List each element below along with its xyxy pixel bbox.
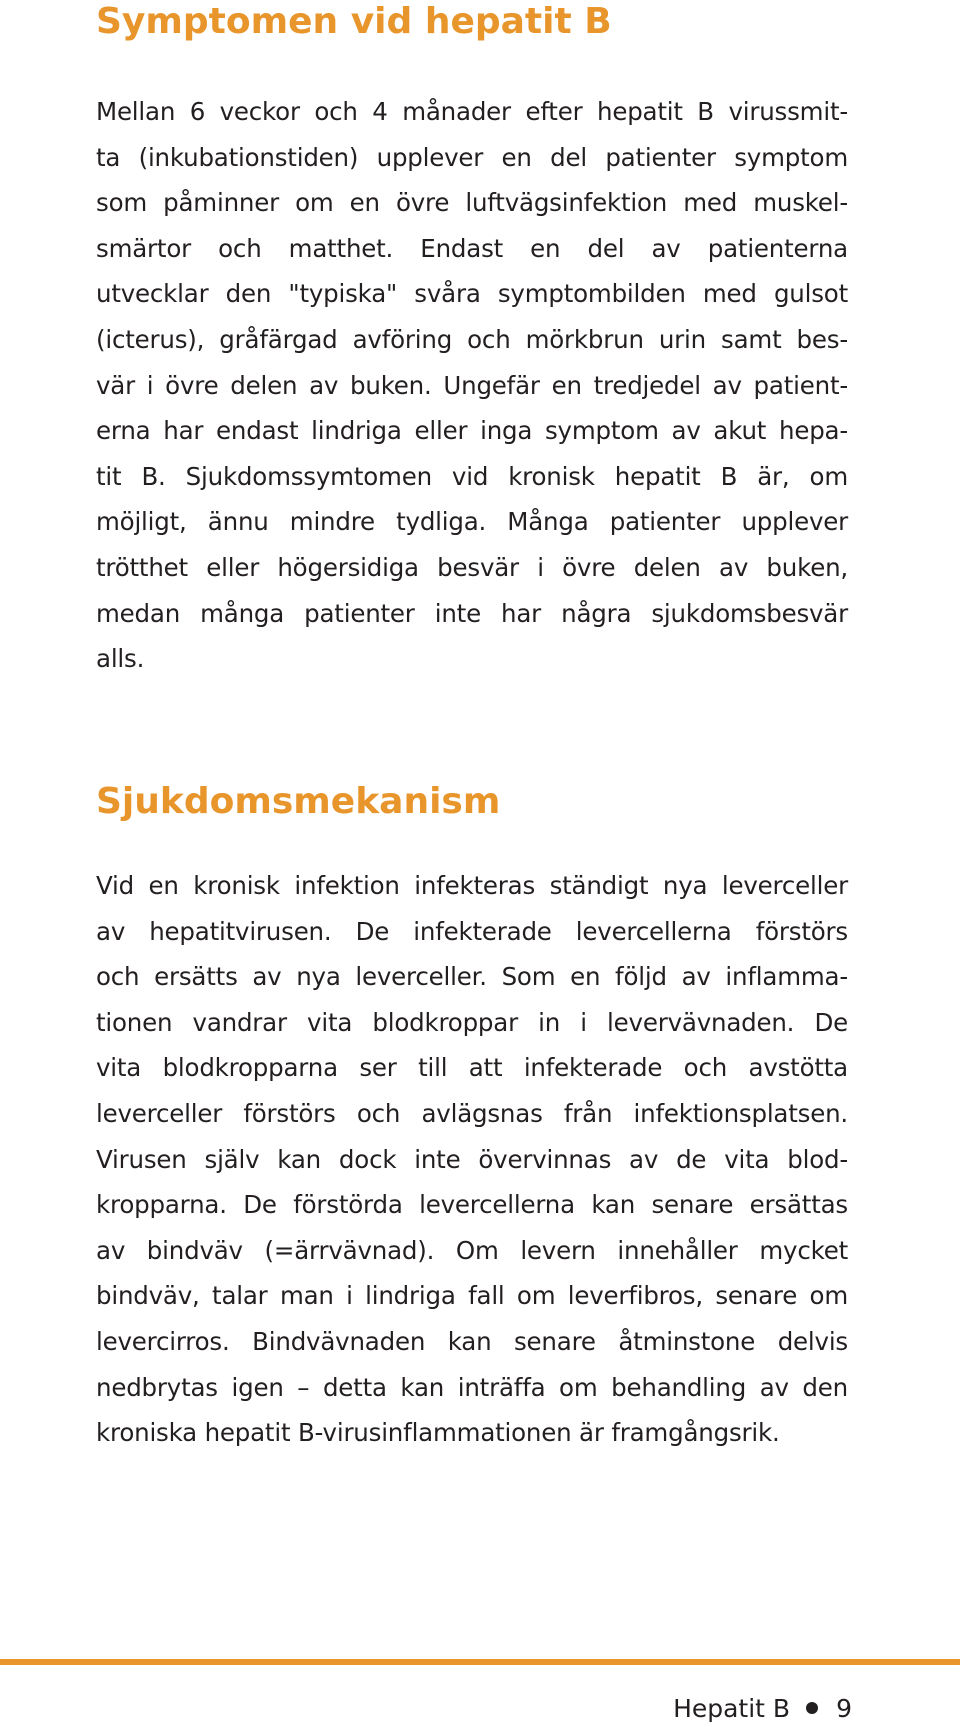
bullet-separator-icon xyxy=(806,1702,818,1714)
text-line: trötthet eller högersidiga besvär i övre delen av buken, xyxy=(96,552,848,582)
text-line: smärtor och matthet. Endast en del av patienterna xyxy=(96,233,848,263)
text-line: kroniska hepatit B-virusinflammationen är framgångsrik. xyxy=(96,1418,780,1448)
section-heading-mechanism: Sjukdomsmekanism xyxy=(96,781,501,822)
text-line: alls. xyxy=(96,644,145,674)
text-line: av hepatitvirusen. De infekterade levercellerna förstörs xyxy=(96,916,848,946)
text-line: Mellan 6 veckor och 4 månader efter hepatit B virussmit- xyxy=(96,97,848,126)
text-line: medan många patienter inte har några sjukdomsbesvär xyxy=(96,598,848,628)
text-line: vita blodkropparna ser till att infekterade och avstötta xyxy=(96,1053,848,1083)
paragraph-mechanism xyxy=(96,863,848,1456)
text-line: bindväv, talar man i lindriga fall om leverfibros, senare om xyxy=(96,1281,848,1311)
text-line: Virusen själv kan dock inte övervinnas av de vita blod- xyxy=(96,1144,848,1174)
text-line: av bindväv (=ärrvävnad). Om levern innehåller mycket xyxy=(96,1235,848,1265)
page-number: 9 xyxy=(836,1693,852,1723)
page-footer xyxy=(673,1690,852,1726)
text-line: tionen vandrar vita blodkroppar in i levervävnaden. De xyxy=(96,1007,848,1037)
section-heading-symptoms: Symptomen vid hepatit B xyxy=(96,1,612,42)
footer-title: Hepatit B xyxy=(673,1693,791,1723)
paragraph-symptoms xyxy=(96,89,848,682)
text-line: nedbrytas igen – detta kan inträffa om behandling av den xyxy=(96,1372,848,1402)
text-line: och ersätts av nya leverceller. Som en följd av inflamma- xyxy=(96,962,848,992)
text-line: kropparna. De förstörda levercellerna kan senare ersättas xyxy=(96,1190,848,1220)
text-line: möjligt, ännu mindre tydliga. Många patienter upplever xyxy=(96,507,848,537)
text-line: leverceller förstörs och avlägsnas från infektionsplatsen. xyxy=(96,1098,848,1128)
text-line: som påminner om en övre luftvägsinfektion med muskel- xyxy=(96,188,848,218)
text-line: ta (inkubationstiden) upplever en del patienter symptom xyxy=(96,142,848,172)
text-line: utvecklar den "typiska" svåra symptombilden med gulsot xyxy=(96,279,848,309)
text-line: vär i övre delen av buken. Ungefär en tredjedel av patient- xyxy=(96,370,848,400)
text-line: erna har endast lindriga eller inga symptom av akut hepa- xyxy=(96,416,848,446)
text-line: Vid en kronisk infektion infekteras ständigt nya leverceller xyxy=(96,871,848,900)
footer-divider xyxy=(0,1659,960,1665)
text-line: tit B. Sjukdomssymtomen vid kronisk hepatit B är, om xyxy=(96,461,848,491)
text-line: (icterus), gråfärgad avföring och mörkbrun urin samt bes- xyxy=(96,324,848,354)
text-line: levercirros. Bindvävnaden kan senare åtminstone delvis xyxy=(96,1326,848,1356)
